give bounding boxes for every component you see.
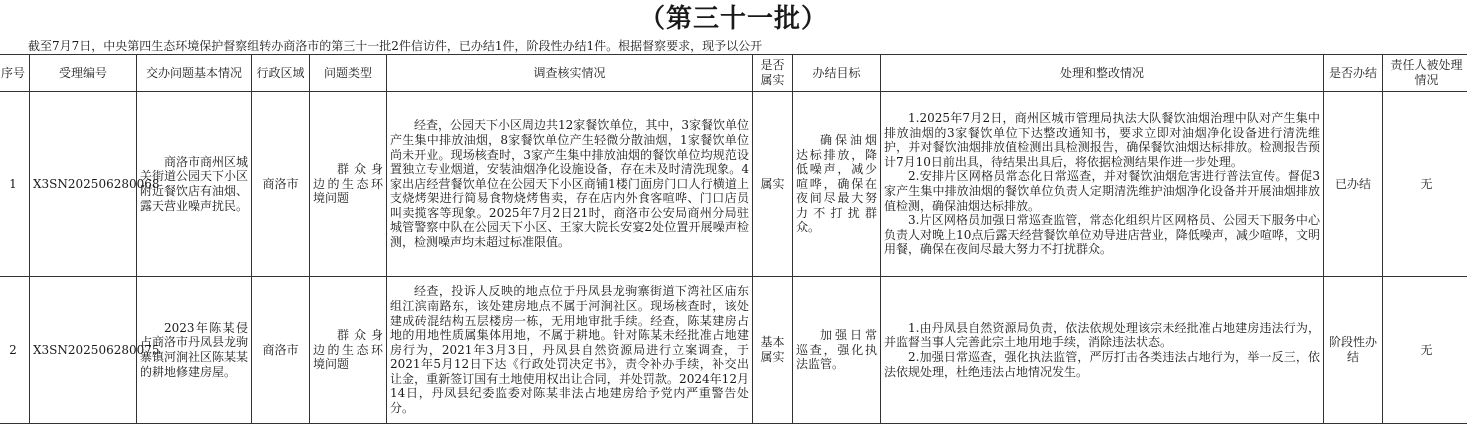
completion-status: 已办结 [1324,92,1383,277]
issue-type: 群众身边的生态环境问题 [310,277,387,424]
action-item: 1.由丹凤县自然资源局负责，依法依规处理该宗未经批准占地建房违法行为，并监督当事人完善此宗土地用地手续，消除违法状态。 [884,320,1320,350]
table-row [0,92,1467,277]
completion-goal: 确保油烟达标排放，降低噪声，减少喧哗，确保在夜间尽最大努力不打扰群众。 [793,92,881,277]
region: 商洛市 [252,92,310,277]
page-title: （第三十一批） [638,4,828,34]
case-code: X3SN202506280075 [30,277,137,424]
header-cell: 问题类型 [310,55,387,92]
rectification-actions [881,92,1324,277]
header-cell: 交办问题基本情况 [137,55,252,92]
issue-description: 商洛市商州区城关街道公园天下小区附近餐饮店有油烟、露天营业噪声扰民。 [137,92,252,277]
table-header-row [0,55,1467,92]
action-item: 2.加强日常巡查，强化执法监管，严厉打击各类违法占地行为，举一反三，依法依规处理，杜绝违法占地情况发生。 [884,350,1320,379]
header-cell: 序号 [0,55,30,92]
header-cell: 行政区域 [252,55,310,92]
table-row [0,277,1467,424]
case-code: X3SN202506280068 [30,92,137,277]
action-item: 2.安排片区网格员常态化日常巡查，并对餐饮油烟危害进行普法宣传。督促3家产生集中排放油烟的餐饮单位负责人定期清洗维护油烟净化设备并开展油烟排放值检测，确保油烟达标排放。 [884,169,1320,213]
accountability: 无 [1383,92,1467,277]
header-cell: 是否属实 [753,55,793,92]
header-cell: 办结目标 [793,55,881,92]
header-cell: 是否办结 [1324,55,1383,92]
issue-type: 群众身边的生态环境问题 [310,92,387,277]
rectification-actions [881,277,1324,424]
completion-goal: 加强日常巡查，强化执法监管。 [793,277,881,424]
investigation-details: 经查，投诉人反映的地点位于丹凤县龙驹寨街道下湾社区庙东组江滨南路东，该处建房地点不属于河涧社区。现场核查时，该处建成砖混结构五层楼房一栋，无用地审批手续。经查，陈某建房占地的用地性质属集体用地，不属于耕地。针对陈某未经批准占地建房行为，2021年3月3日，丹凤县自然资源局进行立案调查，于2021年5月12日下达《行政处罚决定书》，责令补办手续，补交出让金，重新签订国有土地使用权出让合同，并处罚款。2024年12月14日，丹凤县纪委监委对陈某非法占地建房给予党内严重警告处分。 [387,277,753,424]
action-item: 1.2025年7月2日，商州区城市管理局执法大队餐饮油烟治理中队对产生集中排放油烟的3家餐饮单位下达整改通知书，要求立即对油烟净化设备进行清洗维护，并对餐饮油烟排放值检测出具检测报告，确保餐饮油烟达标排放。检测报告预计7月10日前出具，待结果出具后，将依据检测结果作进一步处理。 [884,111,1320,169]
header-cell: 责任人被处理情况 [1383,55,1467,92]
complaint-table [0,54,1467,424]
investigation-details: 经查，公园天下小区周边共12家餐饮单位，其中，3家餐饮单位产生集中排放油烟，8家餐饮单位产生轻微分散油烟，1家餐饮单位尚未开业。现场核查时，3家产生集中排放油烟的餐饮单位均规范设置独立专业烟道，安装油烟净化设施设备，存在未及时清洗现象。4家出店经营餐饮单位在公园天下小区商铺1楼门面房门口人行横道上支烧烤架进行简易食物烧烤售卖，存在店内外食客喧哗、门口店员叫卖揽客等现象。2025年7月2日21时，商洛市公安局商州分局驻城管警察中队在公园天下小区、王家大院长安宴2处位置开展噪声检测，检测噪声均未超过标准限值。 [387,92,753,277]
completion-status: 阶段性办结 [1324,277,1383,424]
intro-text: 截至7月7日，中央第四生态环境保护督察组转办商洛市的第三十一批2件信访件，已办结1件，阶段性办结1件。根据督察要求，现予以公开 [28,39,763,53]
issue-description: 2023年陈某侵占商洛市丹凤县龙驹寨镇河涧社区陈某某的耕地修建房屋。 [137,277,252,424]
region: 商洛市 [252,277,310,424]
header-cell: 调查核实情况 [387,55,753,92]
header-cell: 受理编号 [30,55,137,92]
action-item: 3.片区网格员加强日常巡查监管，常态化组织片区网格员、公园天下服务中心负责人对晚上10点后露天经营餐饮单位劝导进店营业，降低噪声，减少喧哗，文明用餐，确保在夜间尽最大努力不打扰群众。 [884,213,1320,257]
row-number: 2 [0,277,30,424]
header-cell: 处理和整改情况 [881,55,1324,92]
verified-status: 属实 [753,92,793,277]
row-number: 1 [0,92,30,277]
verified-status: 基本属实 [753,277,793,424]
accountability: 无 [1383,277,1467,424]
